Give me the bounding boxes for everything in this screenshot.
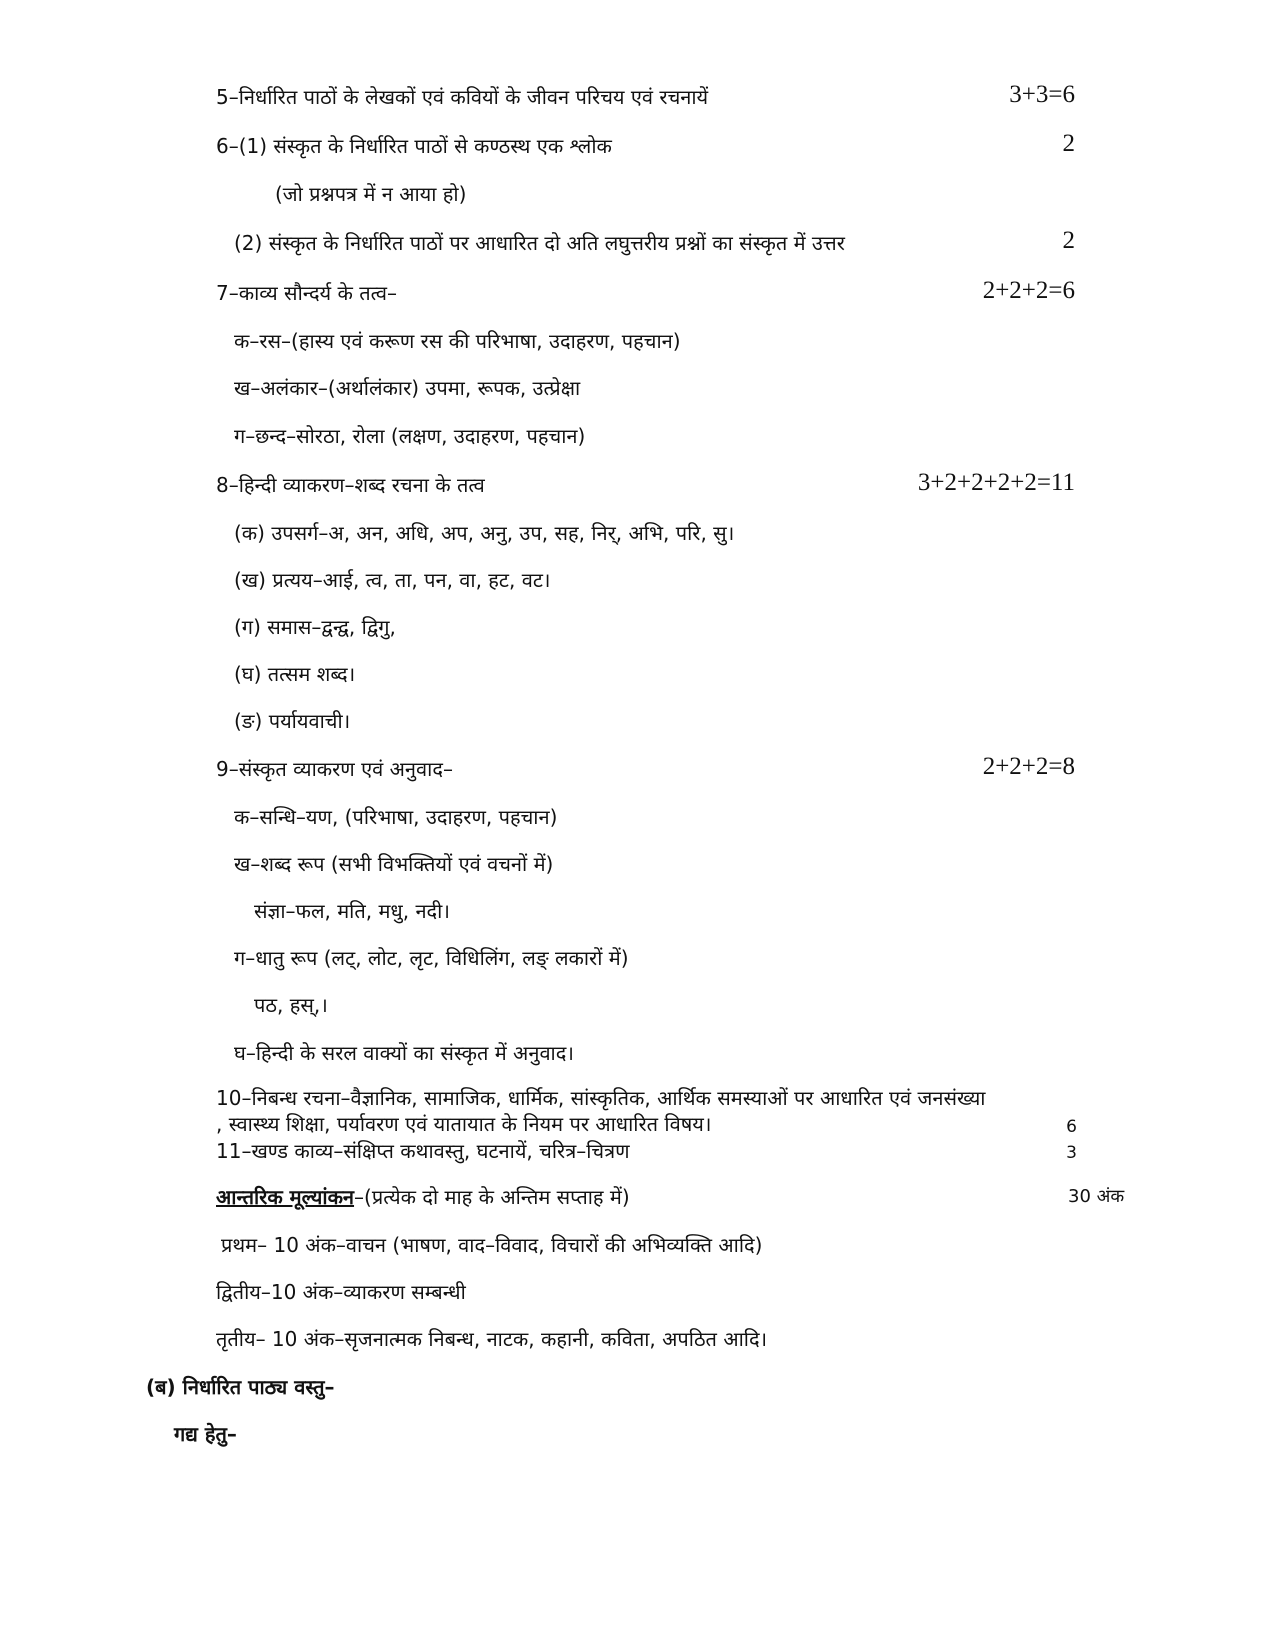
item9-b: ख–शब्द रूप (सभी विभक्तियों एवं वचनों में) [234, 852, 554, 876]
item10-line1: 10–निबन्ध रचना–वैज्ञानिक, सामाजिक, धार्मिक, सांस्कृतिक, आर्थिक समस्याओं पर आधारित एवं जनसंख्या [216, 1086, 986, 1110]
item8-e: (ङ) पर्यायवाची। [234, 709, 351, 733]
item7-a: क–रस–(हास्य एवं करूण रस की परिभाषा, उदाहरण, पहचान) [234, 329, 681, 353]
item6-note: (जो प्रश्नपत्र में न आया हो) [275, 182, 467, 206]
item6-part2: (2) संस्कृत के निर्धारित पाठों पर आधारित दो अति लघुत्तरीय प्रश्नों का संस्कृत में उत्तर [234, 231, 845, 255]
internal-marks: 30 अंक [1068, 1186, 1125, 1207]
internal-first: प्रथम– 10 अंक–वाचन (भाषण, वाद–विवाद, विचारों की अभिव्यक्ति आदि) [221, 1233, 763, 1257]
item9-b-sub: संज्ञा–फल, मति, मधु, नदी। [254, 899, 450, 923]
item9-c-sub: पठ, हस्,। [254, 993, 328, 1017]
item9-c: ग–धातु रूप (लट्, लोट, लृट, विधिलिंग, लङ् लकारों में) [234, 946, 629, 970]
item10-line2: , स्वास्थ्य शिक्षा, पर्यावरण एवं यातायात के नियम पर आधारित विषय। [216, 1112, 712, 1136]
item11-text: 11–खण्ड काव्य–संक्षिप्त कथावस्तु, घटनायें, चरित्र–चित्रण [216, 1139, 630, 1163]
section-b-sub: गद्य हेतु– [174, 1422, 237, 1446]
item8-d: (घ) तत्सम शब्द। [234, 662, 356, 686]
internal-rest: –(प्रत्येक दो माह के अन्तिम सप्ताह में) [354, 1185, 630, 1209]
item8-a: (क) उपसर्ग–अ, अन, अधि, अप, अनु, उप, सह, निर्, अभि, परि, सु। [234, 521, 735, 545]
item6-part1: 6–(1) संस्कृत के निर्धारित पाठों से कण्ठस्थ एक श्लोक [216, 134, 612, 158]
item7-marks: 2+2+2=6 [982, 277, 1075, 304]
item7-b: ख–अलंकार–(अर्थालंकार) उपमा, रूपक, उत्प्रेक्षा [234, 376, 581, 400]
internal-third: तृतीय– 10 अंक–सृजनात्मक निबन्ध, नाटक, कहानी, कविता, अपठित आदि। [216, 1327, 768, 1351]
item7-c: ग–छन्द–सोरठा, रोला (लक्षण, उदाहरण, पहचान) [234, 424, 586, 448]
item8-marks: 3+2+2+2+2=11 [917, 469, 1075, 496]
internal-title: आन्तरिक मूल्यांकन [216, 1185, 355, 1209]
internal-assessment [216, 1184, 630, 1210]
section-b-title: (ब) निर्धारित पाठ्य वस्तु– [146, 1375, 335, 1399]
item6-part1-marks: 2 [1062, 130, 1075, 157]
item6-part2-marks: 2 [1062, 227, 1075, 254]
item9-title: 9–संस्कृत व्याकरण एवं अनुवाद– [216, 757, 453, 781]
item11-marks: 3 [1066, 1143, 1077, 1163]
item9-a: क–सन्धि–यण, (परिभाषा, उदाहरण, पहचान) [234, 805, 558, 829]
item8-b: (ख) प्रत्यय–आई, त्व, ता, पन, वा, हट, वट। [234, 568, 551, 592]
item9-d: घ–हिन्दी के सरल वाक्यों का संस्कृत में अनुवाद। [234, 1041, 574, 1065]
item5-marks: 3+3=6 [1009, 81, 1075, 108]
item10-marks: 6 [1066, 1117, 1077, 1137]
item8-c: (ग) समास–द्वन्द्व, द्विगु, [234, 615, 396, 639]
internal-second: द्वितीय–10 अंक–व्याकरण सम्बन्धी [216, 1280, 466, 1304]
item8-title: 8–हिन्दी व्याकरण–शब्द रचना के तत्व [216, 473, 485, 497]
item7-title: 7–काव्य सौन्दर्य के तत्व– [216, 281, 398, 305]
item5-text: 5–निर्धारित पाठों के लेखकों एवं कवियों के जीवन परिचय एवं रचनायें [216, 85, 709, 109]
item9-marks: 2+2+2=8 [982, 753, 1075, 780]
